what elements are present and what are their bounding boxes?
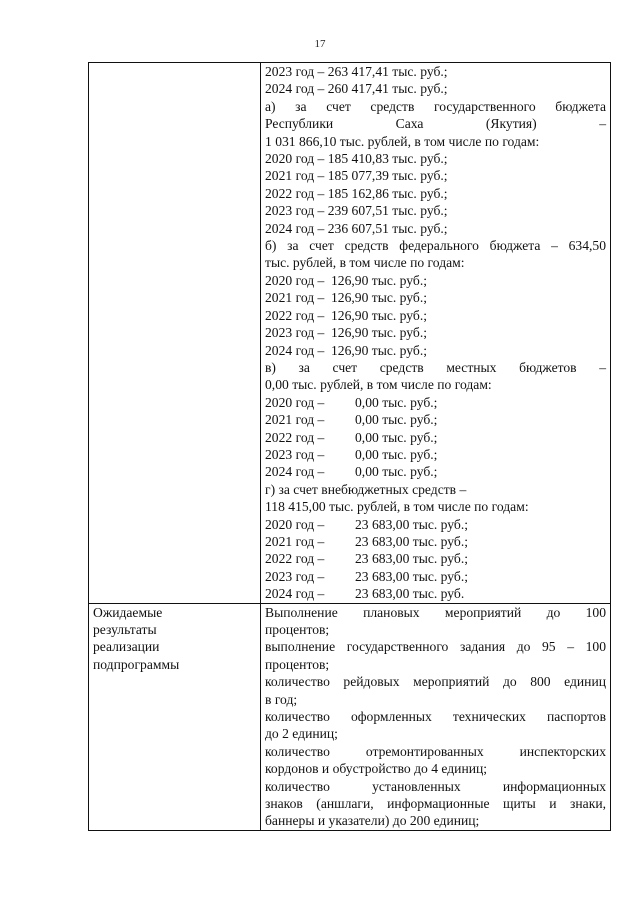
year-label: 2024 год – [265,464,325,480]
expected-results-label: реализации [93,639,160,655]
local-budget-heading: 0,00 тыс. рублей, в том числе по годам: [265,377,492,393]
local-budget-year [265,446,606,463]
year-label: 2023 год – [265,325,325,341]
local-budget-year [265,394,606,411]
result-line: кордонов и обустройство до 4 единиц; [265,761,488,777]
year-label: 2022 год – [265,429,325,445]
federal-budget-year [265,289,606,306]
expected-results-row [89,603,611,830]
result-line: процентов; [265,656,330,672]
year-amount: 126,90 тыс. руб.; [331,290,428,306]
year-label: 2021 год – [265,412,325,428]
year-amount: 0,00 тыс. руб.; [355,412,438,428]
year-label: 2020 год – [265,394,325,410]
result-line: в год; [265,691,298,707]
year-label: 2024 год – [265,586,325,602]
result-line: баннеры и указатели) до 200 единиц; [265,813,480,829]
year-amount: 126,90 тыс. руб.; [331,272,428,288]
state-budget-heading: Республики Саха (Якутия) – [265,116,606,132]
extrabudget-year [265,516,606,533]
year-label: 2020 год – [265,516,325,532]
result-line: знаков (аншлаги, информационные щиты и знаки, [265,796,606,812]
federal-budget-year [265,307,606,324]
state-budget-year: 2023 год – 239 607,51 тыс. руб.; [265,203,448,219]
expected-results-label: результаты [93,622,157,637]
funding-label-cell [89,63,261,604]
year-amount: 0,00 тыс. руб.; [355,394,438,410]
state-budget-year: 2022 год – 185 162,86 тыс. руб.; [265,185,448,201]
result-item [265,778,606,830]
year-amount: 126,90 тыс. руб.; [331,307,428,323]
year-label: 2023 год – [265,446,325,462]
result-line: процентов; [265,622,330,637]
year-label: 2022 год – [265,551,325,567]
year-amount: 0,00 тыс. руб.; [355,446,438,462]
expected-results-label: подпрограммы [93,656,180,672]
local-budget-heading: в) за счет средств местных бюджетов – [265,359,606,375]
state-budget-year: 2021 год – 185 077,39 тыс. руб.; [265,168,448,184]
extrabudget-heading: г) за счет внебюджетных средств – [265,481,467,497]
year-label: 2023 год – [265,568,325,584]
result-line: количество установленных информационных [265,778,606,794]
result-item [265,673,606,708]
expected-results-cell [261,603,611,830]
funding-top-line: 2023 год – 263 417,41 тыс. руб.; [265,64,448,79]
result-line: до 2 единиц; [265,726,338,742]
federal-budget-heading: тыс. рублей, в том числе по годам: [265,255,465,271]
subprogram-passport-table [88,62,611,831]
expected-results-label-cell [89,603,261,830]
local-budget-year [265,429,606,446]
year-label: 2020 год – [265,272,325,288]
result-item [265,743,606,778]
result-item [265,604,606,639]
funding-top-line: 2024 год – 260 417,41 тыс. руб.; [265,81,448,97]
year-amount: 23 683,00 тыс. руб.; [355,533,469,549]
year-label: 2021 год – [265,533,325,549]
federal-budget-year [265,272,606,289]
state-budget-heading: а) за счет средств государственного бюджета [265,98,606,114]
year-amount: 0,00 тыс. руб.; [355,464,438,480]
state-budget-year: 2024 год – 236 607,51 тыс. руб.; [265,220,448,236]
result-item [265,708,606,743]
expected-results-label: Ожидаемые [93,604,163,620]
local-budget-year [265,463,606,480]
year-amount: 23 683,00 тыс. руб.; [355,516,469,532]
year-label: 2024 год – [265,342,325,358]
result-line: количество рейдовых мероприятий до 800 единиц [265,674,606,690]
extrabudget-year [265,585,606,602]
extrabudget-year [265,550,606,567]
year-amount: 126,90 тыс. руб.; [331,342,428,358]
year-amount: 23 683,00 тыс. руб.; [355,551,469,567]
state-budget-year: 2020 год – 185 410,83 тыс. руб.; [265,151,448,167]
local-budget-year [265,411,606,428]
extrabudget-year [265,568,606,585]
state-budget-heading: 1 031 866,10 тыс. рублей, в том числе по годам: [265,133,540,149]
federal-budget-year [265,324,606,341]
year-label: 2022 год – [265,307,325,323]
page-number: 17 [314,38,326,50]
funding-row [89,63,611,604]
extrabudget-year [265,533,606,550]
year-amount: 126,90 тыс. руб.; [331,325,428,341]
year-amount: 23 683,00 тыс. руб. [355,586,465,602]
result-line: Выполнение плановых мероприятий до 100 [265,604,606,620]
result-line: количество отремонтированных инспекторских [265,743,606,759]
federal-budget-heading: б) за счет средств федерального бюджета – 634,50 [265,238,606,254]
result-line: выполнение государственного задания до 95 – 100 [265,639,606,655]
year-amount: 23 683,00 тыс. руб.; [355,568,469,584]
year-label: 2021 год – [265,290,325,306]
funding-details-cell [261,63,611,604]
year-amount: 0,00 тыс. руб.; [355,429,438,445]
result-line: количество оформленных технических паспортов [265,709,606,725]
extrabudget-heading: 118 415,00 тыс. рублей, в том числе по годам: [265,499,529,515]
federal-budget-year [265,342,606,359]
result-item [265,638,606,673]
